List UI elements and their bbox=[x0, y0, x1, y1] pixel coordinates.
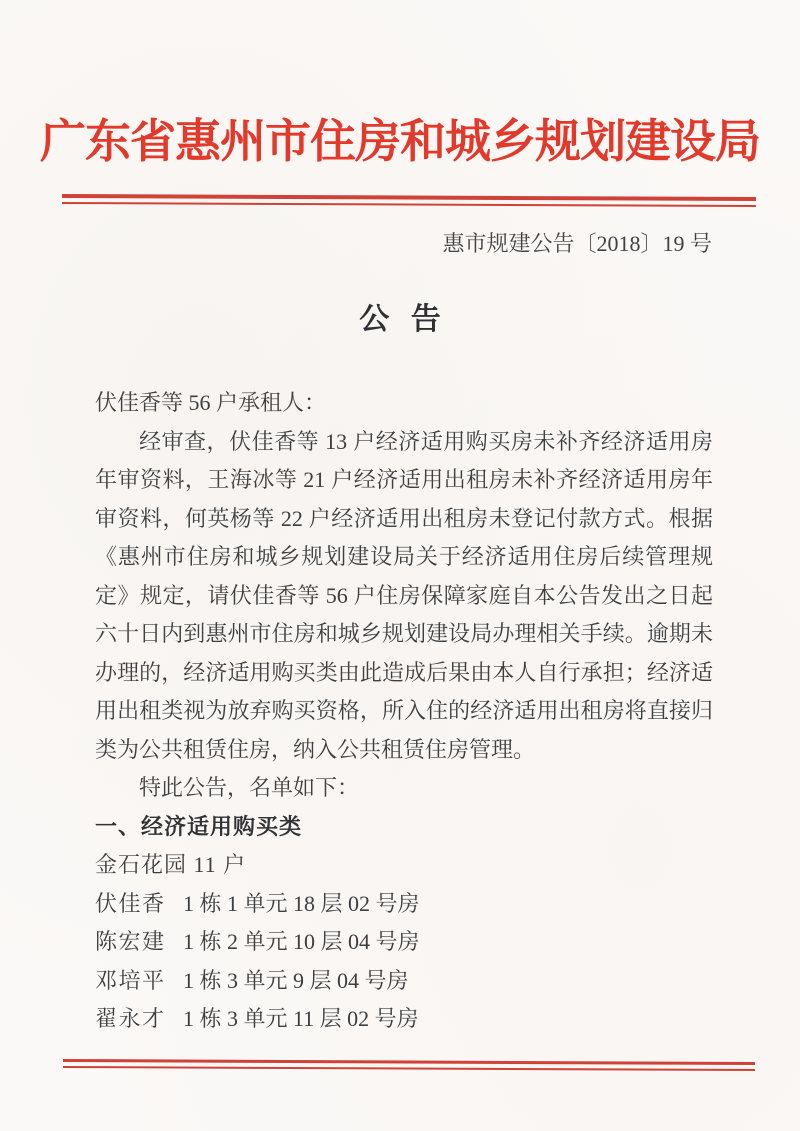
agency-title: 广东省惠州市住房和城乡规划建设局 bbox=[40, 116, 760, 167]
household-row bbox=[95, 962, 713, 1001]
section-heading-purchase-category: 一、经济适用购买类 bbox=[95, 813, 303, 839]
document-number: 惠市规建公告〔2018〕19 号 bbox=[442, 231, 712, 256]
footer-divider-thin-line bbox=[63, 1066, 755, 1071]
household-address: 1 栋 1 单元 18 层 02 号房 bbox=[183, 890, 420, 916]
community-count-line: 金石花园 11 户 bbox=[95, 852, 247, 877]
footer-divider bbox=[63, 1059, 755, 1071]
notice-title: 公 告 bbox=[359, 303, 441, 336]
closing-line: 特此公告，名单如下： bbox=[139, 775, 360, 800]
header-divider-thin-line bbox=[62, 202, 756, 207]
header-divider-thick-line bbox=[62, 194, 756, 201]
header-divider bbox=[62, 194, 756, 207]
household-row bbox=[95, 923, 713, 962]
salutation-line: 伏佳香等 56 户承租人： bbox=[95, 390, 327, 415]
household-row bbox=[95, 885, 713, 924]
footer-divider-thick-line bbox=[63, 1059, 755, 1065]
household-row bbox=[95, 1000, 713, 1039]
household-name: 邓培平 bbox=[95, 967, 166, 993]
household-address: 1 栋 2 单元 10 层 04 号房 bbox=[183, 929, 420, 954]
household-name: 伏佳香 bbox=[95, 890, 166, 916]
household-address: 1 栋 3 单元 9 层 04 号房 bbox=[183, 967, 409, 993]
notice-body bbox=[0, 384, 800, 1039]
household-name: 陈宏建 bbox=[95, 929, 166, 954]
body-paragraph: 经审查，伏佳香等 13 户经济适用购买房未补齐经济适用房年审资料，王海冰等 21 户经济适用出租房未补齐经济适用房年审资料，何英杨等 22 户经济适用出租房未登记付款方式。根据《惠州市住房和城乡规划建设局关于经济适用住房后续管理规定》规定，请伏佳香等 56 户住房保障家庭自本公告发出之日起六十日内到惠州市住房和城乡规划建设局办理相关手续。逾期未办理的，经济适用购买类由此造成后果由本人自行承担；经济适用出租类视为放弃购买资格，所入住的经济适用出租房将直接归类为公共租赁住房，纳入公共租赁住房管理。 bbox=[95, 428, 713, 762]
household-address: 1 栋 3 单元 11 层 02 号房 bbox=[183, 1006, 419, 1031]
household-name: 翟永才 bbox=[95, 1006, 166, 1031]
